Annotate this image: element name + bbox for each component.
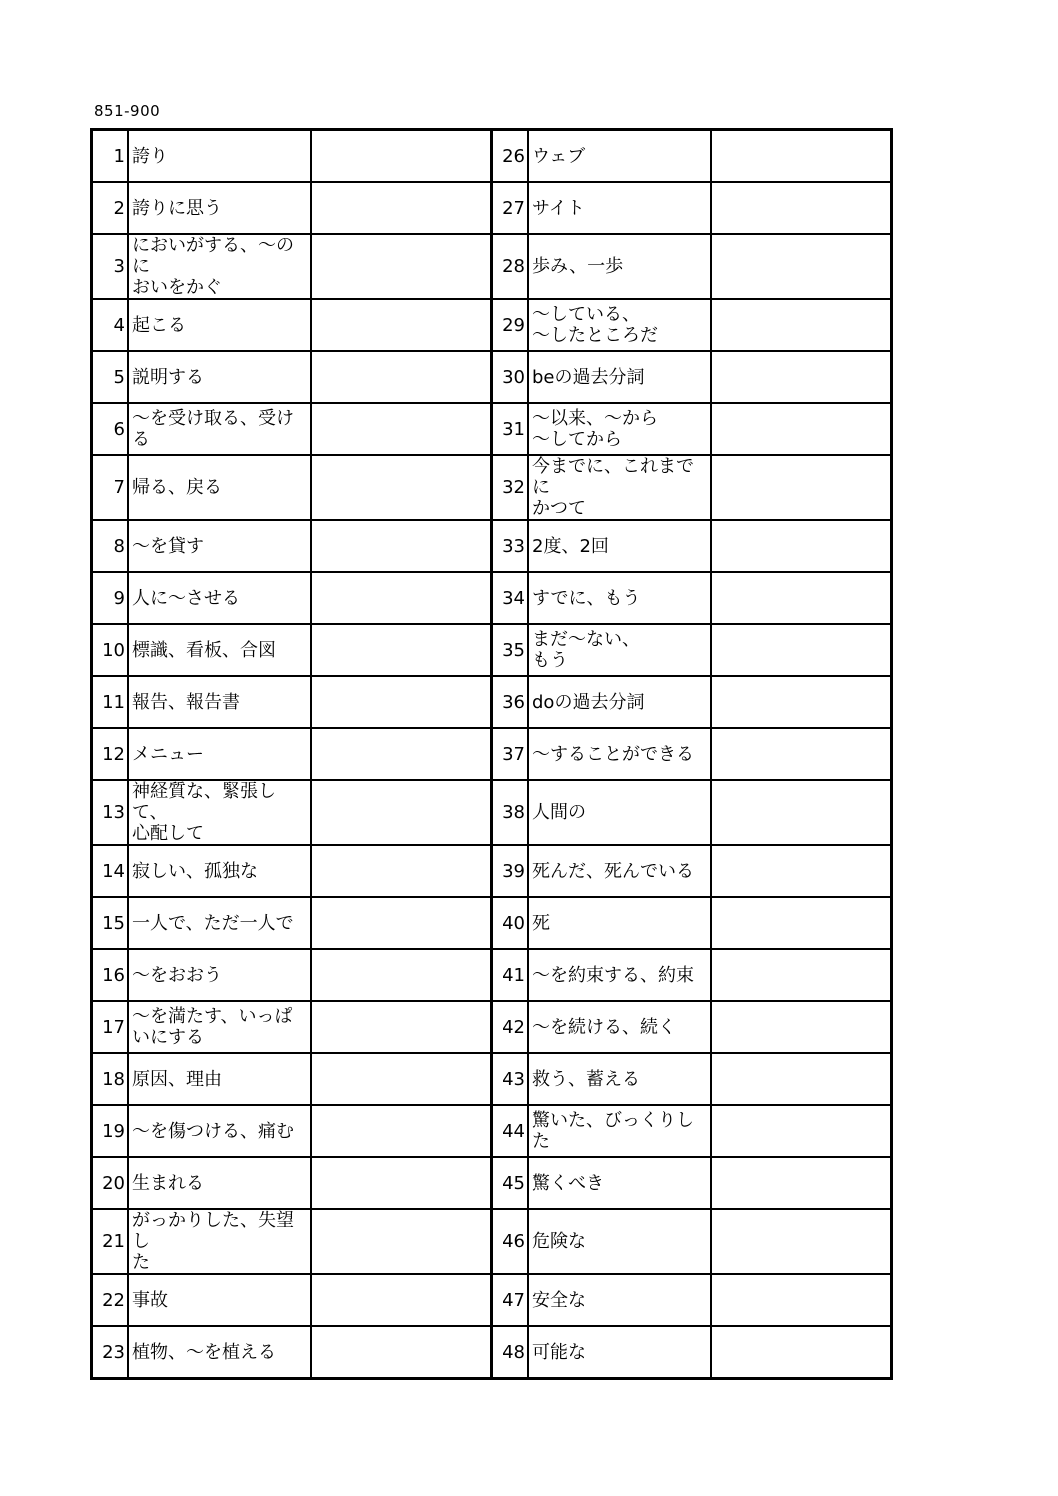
item-number: 21 xyxy=(92,1209,129,1274)
item-number: 32 xyxy=(492,455,529,520)
answer-cell[interactable] xyxy=(711,1053,892,1105)
table-row xyxy=(92,845,892,897)
item-number: 44 xyxy=(492,1105,529,1157)
item-term: 報告、報告書 xyxy=(128,676,311,728)
answer-cell[interactable] xyxy=(311,1209,492,1274)
item-term: 死 xyxy=(528,897,711,949)
item-number: 16 xyxy=(92,949,129,1001)
item-term: ～を傷つける、痛む xyxy=(128,1105,311,1157)
answer-cell[interactable] xyxy=(311,299,492,351)
vocabulary-table xyxy=(90,128,893,1380)
item-number: 42 xyxy=(492,1001,529,1053)
table-row xyxy=(92,455,892,520)
answer-cell[interactable] xyxy=(711,403,892,455)
table-row xyxy=(92,897,892,949)
item-number: 4 xyxy=(92,299,129,351)
answer-cell[interactable] xyxy=(311,130,492,183)
table-row xyxy=(92,520,892,572)
answer-cell[interactable] xyxy=(311,182,492,234)
item-term: 安全な xyxy=(528,1274,711,1326)
item-term: 生まれる xyxy=(128,1157,311,1209)
item-term: beの過去分詞 xyxy=(528,351,711,403)
item-number: 14 xyxy=(92,845,129,897)
answer-cell[interactable] xyxy=(711,130,892,183)
item-number: 46 xyxy=(492,1209,529,1274)
answer-cell[interactable] xyxy=(711,624,892,676)
answer-cell[interactable] xyxy=(311,845,492,897)
item-number: 6 xyxy=(92,403,129,455)
item-term: ～を受け取る、受け る xyxy=(128,403,311,455)
item-term: 可能な xyxy=(528,1326,711,1379)
item-number: 45 xyxy=(492,1157,529,1209)
answer-cell[interactable] xyxy=(711,1157,892,1209)
item-number: 30 xyxy=(492,351,529,403)
answer-cell[interactable] xyxy=(711,351,892,403)
table-row xyxy=(92,572,892,624)
table-row xyxy=(92,949,892,1001)
answer-cell[interactable] xyxy=(311,728,492,780)
answer-cell[interactable] xyxy=(311,676,492,728)
item-number: 41 xyxy=(492,949,529,1001)
answer-cell[interactable] xyxy=(311,1274,492,1326)
answer-cell[interactable] xyxy=(711,949,892,1001)
answer-cell[interactable] xyxy=(311,1105,492,1157)
answer-cell[interactable] xyxy=(711,455,892,520)
table-row xyxy=(92,182,892,234)
answer-cell[interactable] xyxy=(711,780,892,845)
item-term: 神経質な、緊張して、 心配して xyxy=(128,780,311,845)
item-term: 一人で、ただ一人で xyxy=(128,897,311,949)
item-number: 34 xyxy=(492,572,529,624)
table-row xyxy=(92,234,892,299)
answer-cell[interactable] xyxy=(311,897,492,949)
item-term: においがする、～のに おいをかぐ xyxy=(128,234,311,299)
answer-cell[interactable] xyxy=(311,351,492,403)
answer-cell[interactable] xyxy=(311,1157,492,1209)
table-row xyxy=(92,780,892,845)
item-number: 19 xyxy=(92,1105,129,1157)
item-number: 36 xyxy=(492,676,529,728)
item-number: 39 xyxy=(492,845,529,897)
answer-cell[interactable] xyxy=(711,897,892,949)
item-number: 8 xyxy=(92,520,129,572)
answer-cell[interactable] xyxy=(711,572,892,624)
answer-cell[interactable] xyxy=(311,780,492,845)
table-row xyxy=(92,1157,892,1209)
item-term: 標識、看板、合図 xyxy=(128,624,311,676)
answer-cell[interactable] xyxy=(711,1274,892,1326)
item-number: 37 xyxy=(492,728,529,780)
item-term: 説明する xyxy=(128,351,311,403)
item-term: 歩み、一歩 xyxy=(528,234,711,299)
item-term: ～することができる xyxy=(528,728,711,780)
item-term: ～をおおう xyxy=(128,949,311,1001)
table-row xyxy=(92,130,892,183)
item-number: 7 xyxy=(92,455,129,520)
answer-cell[interactable] xyxy=(311,1001,492,1053)
item-number: 9 xyxy=(92,572,129,624)
item-term: 帰る、戻る xyxy=(128,455,311,520)
item-number: 33 xyxy=(492,520,529,572)
answer-cell[interactable] xyxy=(711,728,892,780)
item-term: ～を続ける、続く xyxy=(528,1001,711,1053)
table-row xyxy=(92,351,892,403)
table-row xyxy=(92,403,892,455)
item-term: 救う、蓄える xyxy=(528,1053,711,1105)
item-number: 13 xyxy=(92,780,129,845)
item-term: 人に～させる xyxy=(128,572,311,624)
answer-cell[interactable] xyxy=(711,520,892,572)
answer-cell[interactable] xyxy=(311,1053,492,1105)
item-term: すでに、もう xyxy=(528,572,711,624)
item-term: 植物、～を植える xyxy=(128,1326,311,1379)
item-number: 1 xyxy=(92,130,129,183)
table-row xyxy=(92,676,892,728)
item-number: 48 xyxy=(492,1326,529,1379)
vocabulary-table-body xyxy=(92,130,892,1379)
item-number: 47 xyxy=(492,1274,529,1326)
item-number: 11 xyxy=(92,676,129,728)
table-row xyxy=(92,1053,892,1105)
answer-cell[interactable] xyxy=(711,845,892,897)
table-row xyxy=(92,728,892,780)
item-term: がっかりした、失望し た xyxy=(128,1209,311,1274)
item-term: ～している、 ～したところだ xyxy=(528,299,711,351)
item-term: メニュー xyxy=(128,728,311,780)
table-row xyxy=(92,1274,892,1326)
item-term: まだ～ない、 もう xyxy=(528,624,711,676)
item-term: 寂しい、孤独な xyxy=(128,845,311,897)
item-number: 38 xyxy=(492,780,529,845)
item-term: 起こる xyxy=(128,299,311,351)
answer-cell[interactable] xyxy=(311,1326,492,1379)
item-number: 22 xyxy=(92,1274,129,1326)
item-number: 17 xyxy=(92,1001,129,1053)
item-number: 23 xyxy=(92,1326,129,1379)
item-term: 驚いた、びっくりした xyxy=(528,1105,711,1157)
answer-cell[interactable] xyxy=(711,182,892,234)
range-title: 851-900 xyxy=(94,102,161,120)
item-term: サイト xyxy=(528,182,711,234)
item-number: 40 xyxy=(492,897,529,949)
table-row xyxy=(92,299,892,351)
item-number: 31 xyxy=(492,403,529,455)
item-term: doの過去分詞 xyxy=(528,676,711,728)
answer-cell[interactable] xyxy=(711,1326,892,1379)
item-term: ～を満たす、いっぱ いにする xyxy=(128,1001,311,1053)
table-row xyxy=(92,624,892,676)
answer-cell[interactable] xyxy=(311,624,492,676)
item-number: 26 xyxy=(492,130,529,183)
item-number: 2 xyxy=(92,182,129,234)
item-number: 27 xyxy=(492,182,529,234)
item-number: 20 xyxy=(92,1157,129,1209)
answer-cell[interactable] xyxy=(311,455,492,520)
item-term: ウェブ xyxy=(528,130,711,183)
item-number: 43 xyxy=(492,1053,529,1105)
answer-cell[interactable] xyxy=(311,949,492,1001)
answer-cell[interactable] xyxy=(311,572,492,624)
item-term: 原因、理由 xyxy=(128,1053,311,1105)
item-number: 18 xyxy=(92,1053,129,1105)
item-number: 35 xyxy=(492,624,529,676)
item-number: 3 xyxy=(92,234,129,299)
table-row xyxy=(92,1326,892,1379)
item-term: 事故 xyxy=(128,1274,311,1326)
answer-cell[interactable] xyxy=(711,1209,892,1274)
item-term: 2度、2回 xyxy=(528,520,711,572)
item-term: 死んだ、死んでいる xyxy=(528,845,711,897)
item-term: 今までに、これまでに かつて xyxy=(528,455,711,520)
item-number: 29 xyxy=(492,299,529,351)
table-row xyxy=(92,1001,892,1053)
item-term: 誇り xyxy=(128,130,311,183)
table-row xyxy=(92,1105,892,1157)
item-number: 15 xyxy=(92,897,129,949)
answer-cell[interactable] xyxy=(311,234,492,299)
item-term: 危険な xyxy=(528,1209,711,1274)
item-term: ～以来、～から ～してから xyxy=(528,403,711,455)
item-term: ～を約束する、約束 xyxy=(528,949,711,1001)
answer-cell[interactable] xyxy=(711,1105,892,1157)
item-number: 5 xyxy=(92,351,129,403)
item-number: 10 xyxy=(92,624,129,676)
item-term: 誇りに思う xyxy=(128,182,311,234)
answer-cell[interactable] xyxy=(311,403,492,455)
table-row xyxy=(92,1209,892,1274)
answer-cell[interactable] xyxy=(711,1001,892,1053)
answer-cell[interactable] xyxy=(711,299,892,351)
answer-cell[interactable] xyxy=(311,520,492,572)
answer-cell[interactable] xyxy=(711,234,892,299)
item-number: 12 xyxy=(92,728,129,780)
item-number: 28 xyxy=(492,234,529,299)
item-term: ～を貸す xyxy=(128,520,311,572)
answer-cell[interactable] xyxy=(711,676,892,728)
item-term: 驚くべき xyxy=(528,1157,711,1209)
item-term: 人間の xyxy=(528,780,711,845)
